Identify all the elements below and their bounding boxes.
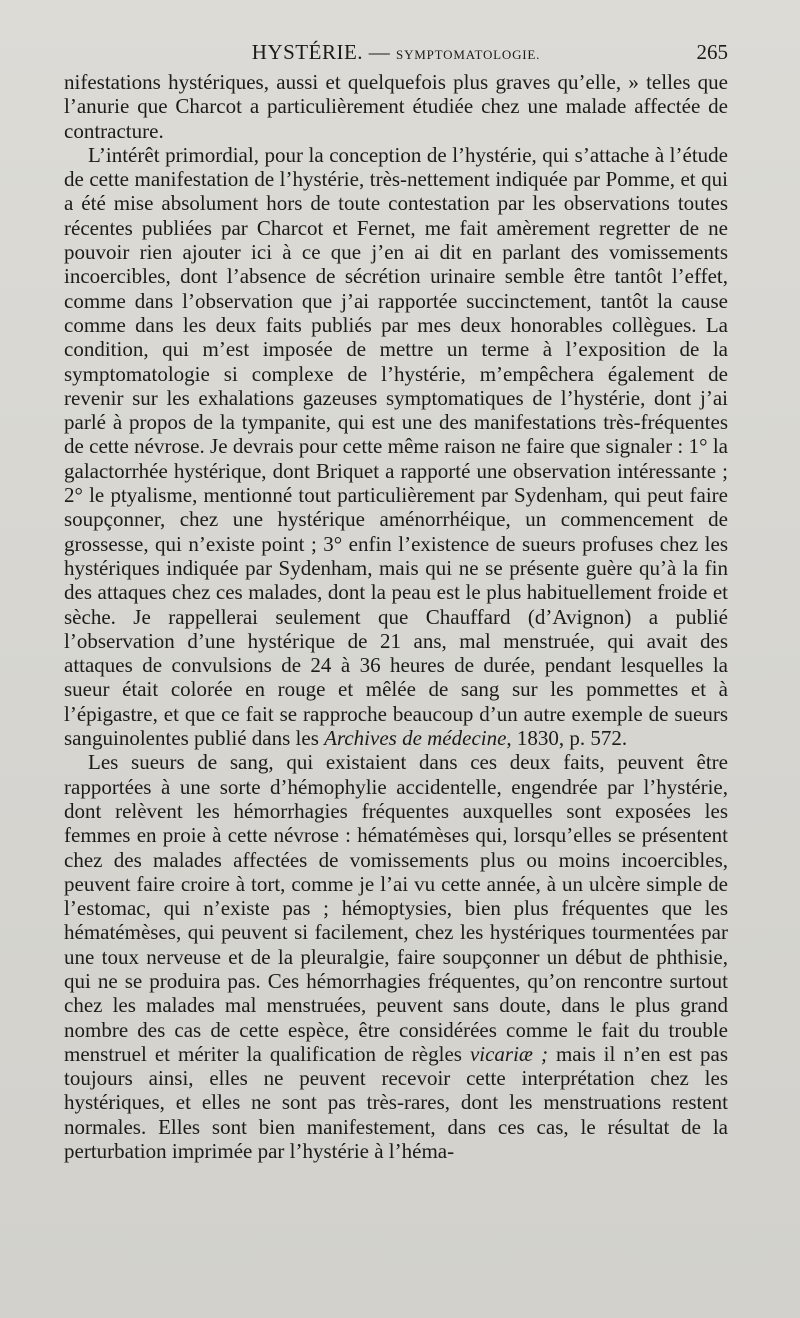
journal-title: Archives de médecine xyxy=(324,726,507,751)
paragraph-anuria xyxy=(64,143,728,750)
running-title-main: HYSTÉRIE. — xyxy=(251,40,397,64)
paragraph-hemorrhages xyxy=(64,750,728,1163)
running-header xyxy=(64,38,728,66)
running-title xyxy=(64,38,728,69)
paragraph-text: , 1830, p. 572. xyxy=(506,726,628,751)
paragraph-text: mais il n’en est pas toujours ainsi, elles ne peuvent recevoir cette interprétation chez les hystériques, et elles ne sont pas très-rares, dont les menstruations restent normales. Elles sont bien manifestement, dans ces cas, le résultat de la perturbation imprimée par l’hystérie à l’héma- xyxy=(64,1041,728,1164)
page-number: 265 xyxy=(696,40,728,64)
running-title-sub: SYMPTOMATOLOGIE. xyxy=(396,47,541,62)
page-body xyxy=(64,70,728,1163)
latin-term: vicariæ ; xyxy=(469,1041,548,1066)
paragraph-text: L’intérêt primordial, pour la conception de l’hystérie, qui s’attache à l’étude de cette manifestation de l’hystérie, très-nettement indiquée par Pomme, et qui a été mise absolument hors de toute contestation par les observations toutes récentes publiées par Charcot et Fernet, me fait amèrement regretter de ne pouvoir rien ajouter ici à ce que j’en ai dit en parlant des vomissements incoercibles, dont l’absence de sécrétion urinaire semble être tantôt l’effet, comme dans l’observation que j’ai rapportée succinctement, tantôt la cause comme dans les deux faits publiés par mes deux honorables collègues. La condition, qui m’est imposée de mettre un terme à l’exposition de la symptomatologie si complexe de l’hystérie, m’empêchera également de revenir sur les exhalations gazeuses symptomatiques de l’hystérie, dont j’ai parlé à propos de la tympanite, qui est une des manifestations très-fréquentes de cette névrose. Je devrais pour cette même raison ne faire que signaler : 1° la galactorrhée hystérique, dont Briquet a rapporté une observation intéressante ; 2° le ptyalisme, mentionné tout particulièrement par Sydenham, qui peut faire soupçonner, chez une hystérique aménorrhéique, un commencement de grossesse, qui n’existe point ; 3° enfin l’existence de sueurs profuses chez les hystériques indiquée par Sydenham, mais qui ne se présente guère qu’à la fin des attaques chez ces malades, dont la peau est le plus habituellement froide et sèche. Je rappellerai seulement que Chauffard (d’Avignon) a publié l’observation d’une hystérique de 21 ans, mal menstruée, qui avait des attaques de convulsions de 24 à 36 heures de durée, pendant lesquelles la sueur était colorée en rouge et mêlée de sang sur les pommettes et à l’épigastre, et que ce fait se rapproche beaucoup d’un autre exemple de sueurs sanguinolentes publié dans les xyxy=(64,142,728,751)
paragraph-text: nifestations hystériques, aussi et quelquefois plus graves qu’elle, » telles que l’anurie que Charcot a particulièrement étudiée chez une malade affectée de contracture. xyxy=(64,70,728,143)
paragraph-continuation xyxy=(64,70,728,143)
paragraph-text: Les sueurs de sang, qui existaient dans ces deux faits, peuvent être rapportées à une sorte d’hémophylie accidentelle, engendrée par l’hystérie, dont relèvent les hémorrhagies fréquentes auxquelles sont exposées les femmes en proie à cette névrose : hématémèses qui, lorsqu’elles se présentent chez des malades affectées de vomissements plus ou moins incoercibles, peuvent faire croire à tort, comme je l’ai vu cette année, à un ulcère simple de l’estomac, qui n’existe pas ; hémoptysies, bien plus fréquentes que les hématémèses, qui peuvent si facilement, chez les hystériques tourmentées par une toux nerveuse et de la pleuralgie, faire soupçonner un début de phthisie, qui ne se produira pas. Ces hémorrhagies fréquentes, qu’on rencontre surtout chez les malades mal menstruées, peuvent sans doute, dans le plus grand nombre des cas de cette espèce, être considérées comme le fait du trouble menstruel et mériter la qualification de règles xyxy=(64,750,728,1066)
